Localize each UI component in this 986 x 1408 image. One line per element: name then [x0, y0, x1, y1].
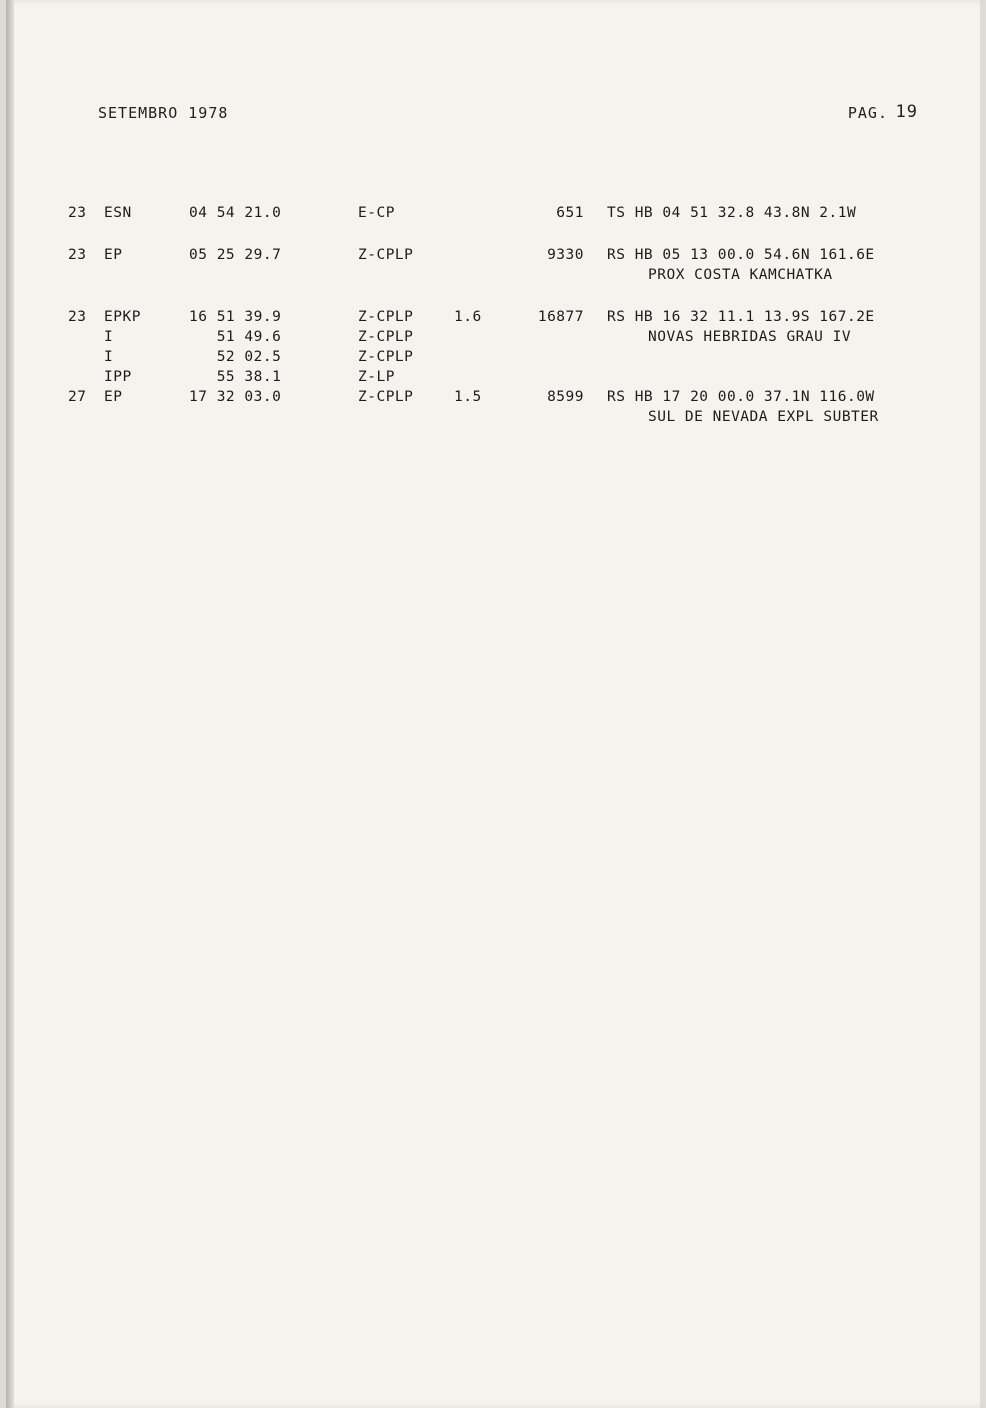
record-reference: RS HB 17 20 00.0 37.1N 116.0W [607, 389, 875, 405]
record-component: Z-CPLP [358, 329, 414, 345]
table-row [6, 349, 980, 369]
record-distance: 16877 [537, 309, 584, 325]
record-day: 23 [68, 205, 87, 221]
record-phase: EP [104, 247, 123, 263]
record-day: 27 [68, 389, 87, 405]
record-component: E-CP [358, 205, 395, 221]
record-distance: 651 [556, 205, 584, 221]
record-component: Z-CPLP [358, 247, 414, 263]
record-component: Z-CPLP [358, 389, 414, 405]
record-reference-description: SUL DE NEVADA EXPL SUBTER [648, 409, 879, 425]
page-header [98, 104, 918, 128]
record-phase: IPP [104, 369, 132, 385]
record-phase: EP [104, 389, 123, 405]
table-row [6, 389, 980, 409]
table-row [6, 205, 980, 225]
record-reference: TS HB 04 51 32.8 43.8N 2.1W [607, 205, 857, 221]
record-time: 51 49.6 [189, 329, 282, 345]
record-component: Z-CPLP [358, 349, 414, 365]
table-row [6, 309, 980, 329]
record-phase: EPKP [104, 309, 141, 325]
record-distance: 9330 [547, 247, 584, 263]
record-time: 04 54 21.0 [189, 205, 282, 221]
record-reference: RS HB 16 32 11.1 13.9S 167.2E [607, 309, 875, 325]
record-magnitude: 1.6 [454, 309, 482, 325]
record-reference: RS HB 05 13 00.0 54.6N 161.6E [607, 247, 875, 263]
record-day: 23 [68, 247, 87, 263]
record-time: 05 25 29.7 [189, 247, 282, 263]
record-phase: ESN [104, 205, 132, 221]
record-component: Z-LP [358, 369, 395, 385]
table-row [6, 409, 980, 429]
table-row [6, 247, 980, 267]
record-reference-description: NOVAS HEBRIDAS GRAU IV [648, 329, 852, 345]
document-page [6, 0, 980, 1408]
record-time: 17 32 03.0 [189, 389, 282, 405]
record-time: 52 02.5 [189, 349, 282, 365]
seismic-records-table [6, 205, 980, 429]
table-row [6, 329, 980, 349]
table-row [6, 267, 980, 287]
month-year-label: SETEMBRO 1978 [98, 104, 229, 122]
record-reference-description: PROX COSTA KAMCHATKA [648, 267, 833, 283]
record-phase: I [104, 349, 114, 365]
record-distance: 8599 [547, 389, 584, 405]
record-day: 23 [68, 309, 87, 325]
record-time: 55 38.1 [189, 369, 282, 385]
page-label: PAG. [847, 104, 888, 122]
record-magnitude: 1.5 [454, 389, 482, 405]
table-row [6, 369, 980, 389]
record-component: Z-CPLP [358, 309, 414, 325]
page-number: 19 [895, 102, 918, 122]
record-phase: I [104, 329, 114, 345]
record-time: 16 51 39.9 [189, 309, 282, 325]
